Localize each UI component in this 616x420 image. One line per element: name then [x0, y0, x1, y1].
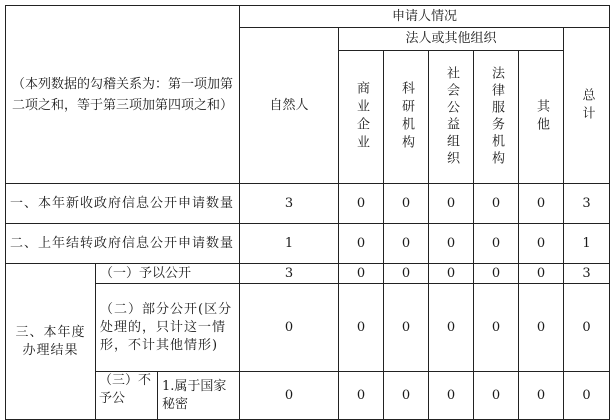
col-total	[564, 28, 610, 184]
col-social-welfare	[429, 51, 474, 184]
cell-value: 3	[564, 184, 610, 224]
cell-value: 0	[384, 224, 429, 264]
cell-value: 0	[384, 264, 429, 284]
cell-value: 0	[474, 264, 519, 284]
cell-value: 0	[519, 372, 564, 420]
col-legal-service	[474, 51, 519, 184]
cell-value: 1	[564, 224, 610, 264]
cell-value: 0	[339, 284, 384, 372]
cell-value: 0	[429, 184, 474, 224]
column-relation-note: （本列数据的勾稽关系为：第一项加第二项之和，等于第三项加第四项之和）	[6, 6, 240, 184]
cell-value: 0	[519, 284, 564, 372]
cell-value: 0	[474, 184, 519, 224]
row-label-new-requests: 一、本年新收政府信息公开申请数量	[6, 184, 240, 224]
legal-person-group-header: 法人或其他组织	[339, 28, 564, 51]
row-label-not-disclose: （三）不予公	[96, 372, 158, 420]
cell-value: 0	[240, 284, 339, 372]
cell-value: 0	[474, 224, 519, 264]
col-total-label: 总计	[579, 87, 595, 124]
table-row	[6, 372, 610, 420]
cell-value: 0	[339, 184, 384, 224]
table-row	[6, 284, 610, 372]
cell-value: 1	[240, 224, 339, 264]
cell-value: 0	[429, 372, 474, 420]
row-label-carried-over: 二、上年结转政府信息公开申请数量	[6, 224, 240, 264]
cell-value: 0	[339, 372, 384, 420]
col-legal-service-label: 法律服务机构	[489, 66, 504, 168]
cell-value: 0	[564, 284, 610, 372]
cell-value: 0	[519, 224, 564, 264]
col-social-welfare-label: 社会公益组织	[444, 66, 459, 168]
row-group-label-results: 三、本年度办理结果	[6, 264, 96, 420]
cell-value: 0	[240, 372, 339, 420]
cell-value: 0	[519, 264, 564, 284]
col-other	[519, 51, 564, 184]
cell-value: 0	[339, 224, 384, 264]
cell-value: 0	[339, 264, 384, 284]
cell-value: 0	[384, 284, 429, 372]
cell-value: 0	[519, 184, 564, 224]
disclosure-statistics-table	[5, 5, 610, 420]
row-label-disclose: （一）予以公开	[96, 264, 240, 284]
col-research	[384, 51, 429, 184]
cell-value: 0	[429, 224, 474, 264]
col-other-label: 其他	[534, 99, 549, 135]
col-natural-person: 自然人	[240, 28, 339, 184]
cell-value: 3	[240, 184, 339, 224]
cell-value: 0	[429, 264, 474, 284]
cell-value: 0	[384, 372, 429, 420]
row-label-partial: （二）部分公开(区分处理的，只计这一情形，不计其他情形)	[96, 284, 240, 372]
col-research-label: 科研机构	[399, 81, 414, 153]
cell-value: 0	[384, 184, 429, 224]
cell-value: 0	[429, 284, 474, 372]
cell-value: 0	[564, 372, 610, 420]
cell-value: 3	[240, 264, 339, 284]
cell-value: 0	[474, 284, 519, 372]
col-commercial-label: 商业企业	[354, 81, 369, 153]
table-row	[6, 264, 610, 284]
cell-value: 3	[564, 264, 610, 284]
table-row	[6, 224, 610, 264]
col-commercial	[339, 51, 384, 184]
table-row	[6, 184, 610, 224]
applicant-situation-header: 申请人情况	[240, 6, 610, 28]
cell-value: 0	[474, 372, 519, 420]
row-label-state-secret: 1.属于国家秘密	[158, 372, 240, 420]
